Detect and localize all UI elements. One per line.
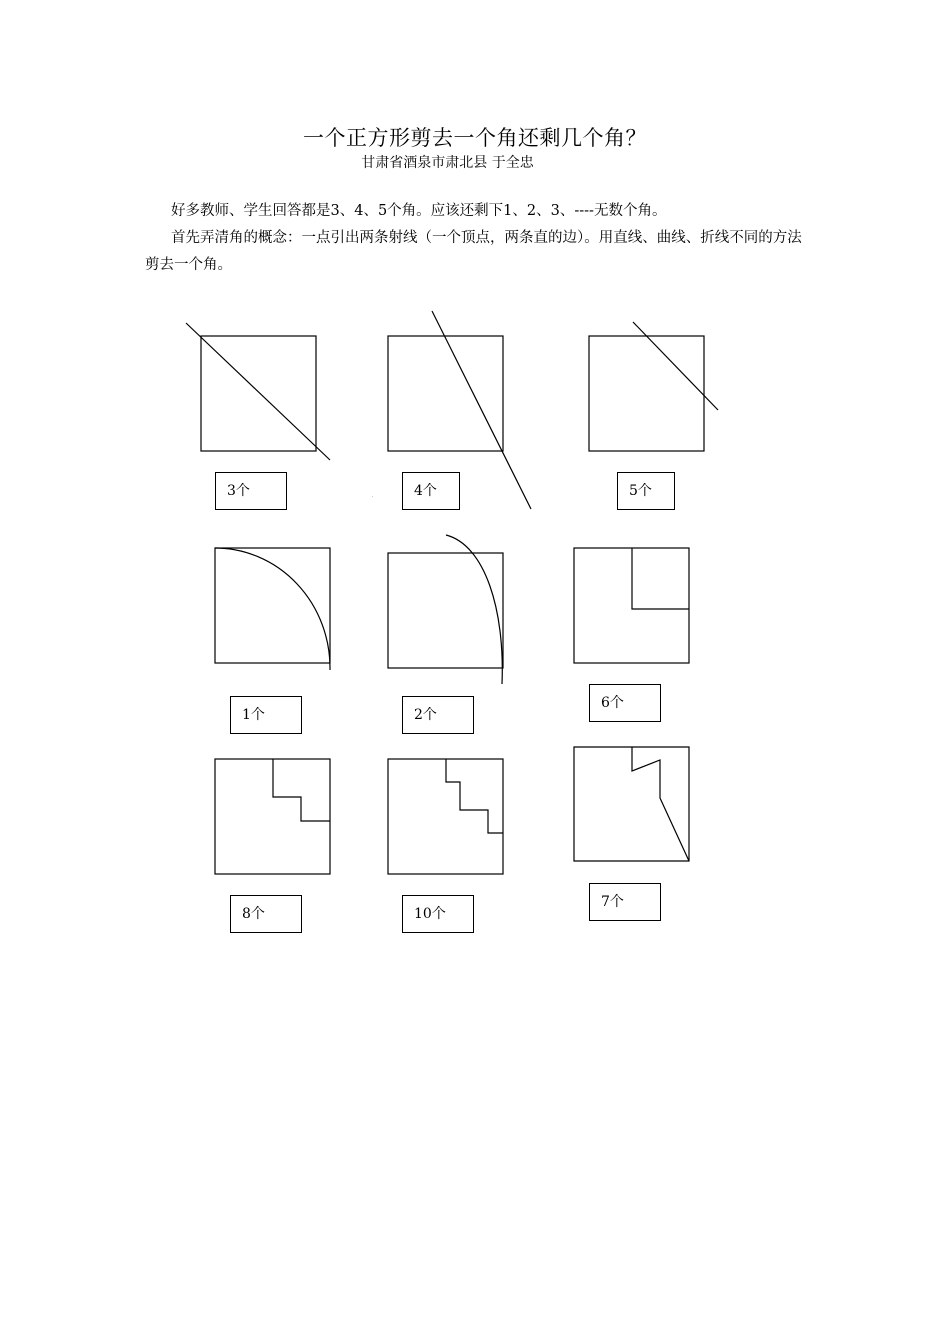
figure-2-angles — [388, 535, 503, 684]
label-5: 5个 — [617, 472, 675, 510]
cut-curve — [446, 535, 502, 684]
page-title: 一个正方形剪去一个角还剩几个角？ — [303, 126, 647, 150]
figure-7-angles — [574, 747, 689, 861]
square — [388, 553, 503, 668]
stray-dot — [372, 496, 373, 497]
square — [388, 336, 503, 451]
cut-line — [633, 322, 718, 410]
label-7: 7个 — [589, 883, 661, 921]
label-10: 10个 — [402, 895, 474, 933]
cut-polyline — [446, 759, 503, 833]
label-2: 2个 — [402, 696, 474, 734]
cut-polyline — [273, 759, 330, 821]
cut-polyline — [632, 747, 689, 861]
label-4: 4个 — [402, 472, 460, 510]
label-8: 8个 — [230, 895, 302, 933]
figure-5-angles — [589, 322, 718, 451]
cut-line — [186, 323, 330, 460]
paragraph-concept: 首先弄清角的概念：一点引出两条射线（一个顶点，两条直的边）。用直线、曲线、折线不同的方法剪去一个角。 — [145, 230, 802, 273]
figure-10-angles — [388, 759, 503, 874]
figure-6-angles — [574, 548, 689, 663]
square — [589, 336, 704, 451]
label-3: 3个 — [215, 472, 287, 510]
figure-1-angle — [215, 548, 330, 670]
label-6: 6个 — [589, 684, 661, 722]
paragraph-intro: 好多教师、学生回答都是3、4、5个角。应该还剩下1、2、3、----无数个角。 — [171, 203, 667, 219]
cut-curve — [215, 548, 330, 670]
cut-polyline — [632, 548, 689, 609]
figure-3-angles — [186, 323, 330, 460]
label-1: 1个 — [230, 696, 302, 734]
author-line: 甘肃省酒泉市肃北县 于全忠 — [361, 155, 534, 171]
figure-8-angles — [215, 759, 330, 874]
